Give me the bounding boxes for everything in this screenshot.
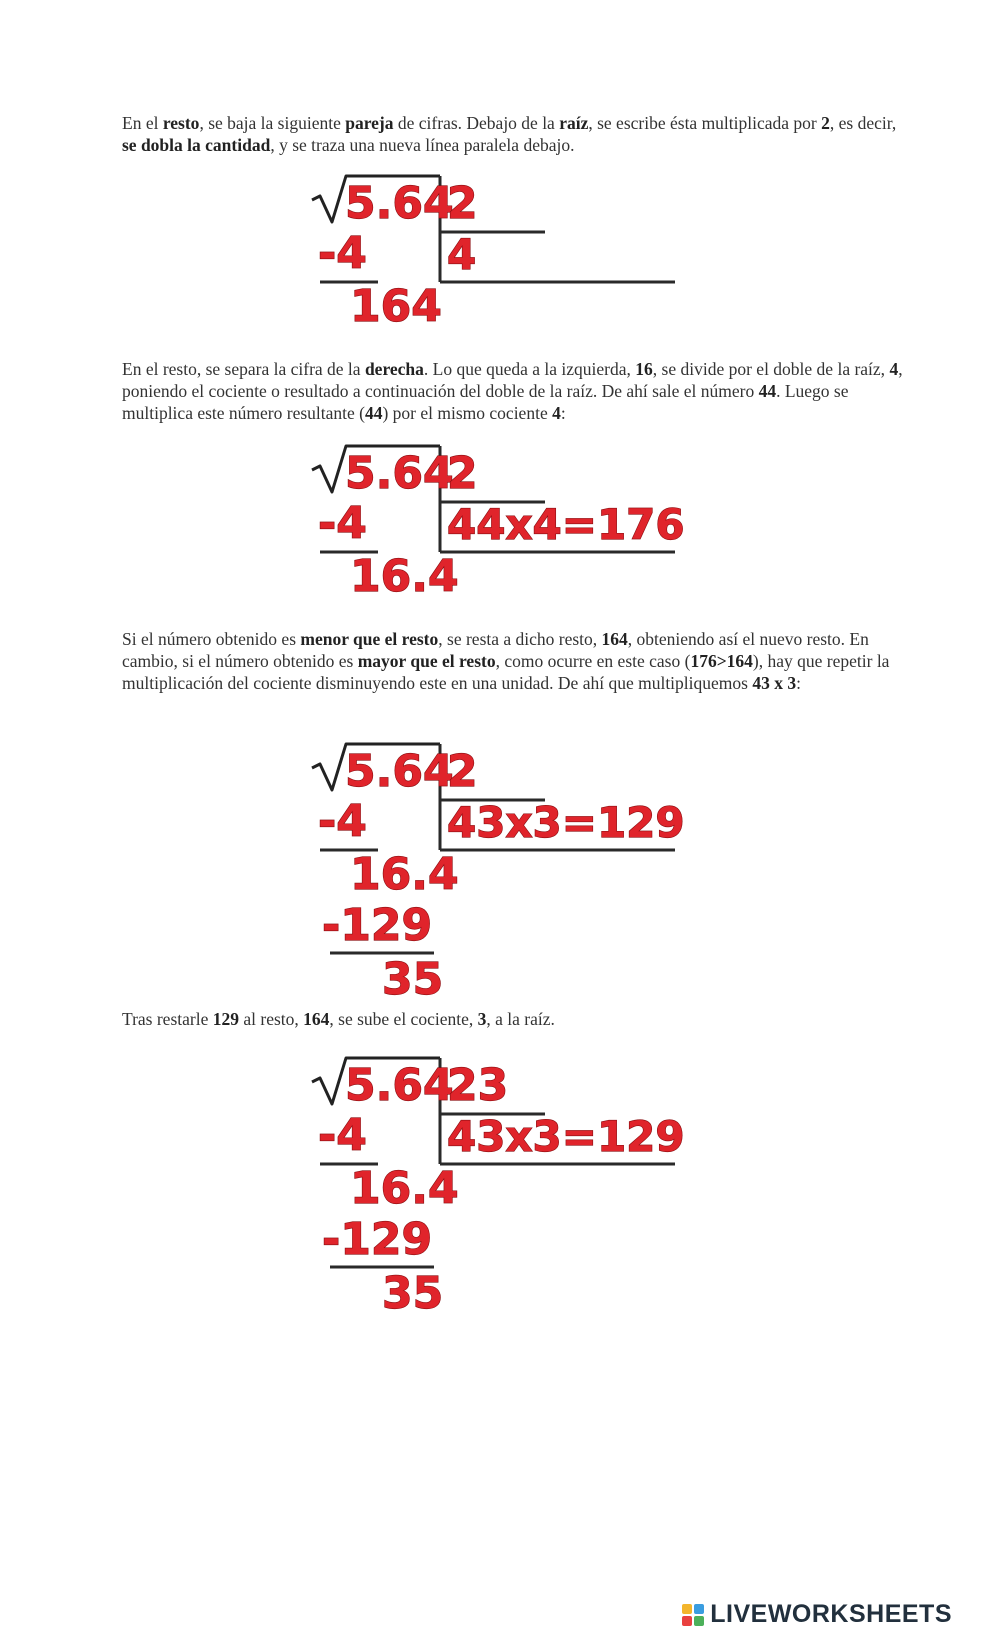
remainder-2: 35 — [382, 954, 444, 1005]
subtract-second: -129 — [322, 1214, 433, 1265]
bold-term: 16 — [635, 359, 653, 379]
logo-square-2 — [694, 1604, 704, 1614]
brand-name: LIVEWORKSHEETS — [710, 1600, 952, 1628]
product-expression: 43x3=129 — [447, 798, 685, 847]
text-run: : — [796, 673, 801, 693]
text-run: . Lo que queda a la izquierda, — [423, 359, 636, 379]
text-run: En el resto, se separa la cifra de la — [122, 359, 365, 379]
remainder-1: 16.4 — [350, 849, 459, 900]
bold-term: 44 — [364, 403, 383, 423]
radicand: 5.64 — [345, 1060, 454, 1111]
bold-term: 4 — [889, 359, 899, 379]
text-run: , y se traza una nueva línea paralela debajo. — [270, 135, 575, 155]
text-run: de cifras. Debajo de la — [393, 113, 560, 133]
radicand: 5.64 — [345, 178, 454, 229]
subtract-first: -4 — [318, 228, 367, 279]
text-run: Si el número obtenido es — [122, 629, 301, 649]
bold-term: 129 — [212, 1009, 239, 1029]
text-run: , se resta a dicho resto, — [438, 629, 602, 649]
paragraph-3 — [122, 628, 912, 694]
logo-square-3 — [682, 1616, 692, 1626]
root-value: 2 — [447, 448, 478, 499]
text-run: : — [560, 403, 566, 423]
subtract-first: -4 — [318, 498, 367, 549]
bold-term: 3 — [477, 1009, 487, 1029]
bold-term: mayor que el resto — [357, 651, 496, 671]
text-run: , obteniendo así el nuevo resto. En cambio, si el número obtenido es — [122, 629, 869, 671]
subtract-first: -4 — [318, 796, 367, 847]
paragraph-4 — [122, 1008, 912, 1030]
bold-term: 164 — [303, 1009, 330, 1029]
logo-grid-icon — [682, 1604, 704, 1626]
radicand: 5.64 — [345, 448, 454, 499]
text-run: ) por el mismo cociente — [382, 403, 553, 423]
text-run: Tras restarle — [122, 1009, 213, 1029]
text-run: , se sube el cociente, — [329, 1009, 478, 1029]
sqrt-figure-1 — [0, 170, 1000, 345]
text-run: , se escribe ésta multiplicada por — [588, 113, 822, 133]
product-expression: 44x4=176 — [447, 500, 685, 549]
root-value: 23 — [447, 1060, 509, 1111]
product-expression: 43x3=129 — [447, 1112, 685, 1161]
remainder-1: 164 — [350, 281, 442, 332]
bold-term: 44 — [758, 381, 777, 401]
text-run: ), hay que repetir la multiplicación del cociente disminuyendo este en una unidad. De ahí que multipliquemos — [122, 651, 890, 693]
bold-term: raíz — [559, 113, 589, 133]
bold-term: 2 — [821, 113, 830, 133]
root-value: 2 — [447, 178, 478, 229]
paragraph-2 — [122, 358, 912, 424]
bold-term: 176>164 — [690, 651, 753, 671]
logo-square-4 — [694, 1616, 704, 1626]
text-run: . Luego se multiplica este número resultante ( — [122, 381, 849, 423]
bold-term: menor que el resto — [300, 629, 439, 649]
text-run: , se baja la siguiente — [199, 113, 346, 133]
bold-term: pareja — [345, 113, 394, 133]
text-run: al resto, — [238, 1009, 304, 1029]
logo-square-1 — [682, 1604, 692, 1614]
text-run: , es decir, — [829, 113, 897, 133]
remainder-2: 35 — [382, 1268, 444, 1319]
text-run: , como ocurre en este caso ( — [495, 651, 691, 671]
product-expression: 4 — [447, 230, 477, 279]
sqrt-figure-2 — [0, 440, 1000, 620]
remainder-1: 16.4 — [350, 551, 459, 602]
paragraph-1 — [122, 112, 912, 156]
bold-term: 43 x 3 — [752, 673, 797, 693]
bold-term: resto — [162, 113, 200, 133]
text-run: , poniendo el cociente o resultado a continuación del doble de la raíz. De ahí sale el número — [122, 359, 903, 401]
text-run: , a la raíz. — [486, 1009, 555, 1029]
sqrt-figure-3 — [0, 738, 1000, 1008]
bold-term: 164 — [601, 629, 628, 649]
subtract-second: -129 — [322, 900, 433, 951]
text-run: En el — [122, 113, 163, 133]
remainder-1: 16.4 — [350, 1163, 459, 1214]
liveworksheets-logo[interactable] — [682, 1600, 952, 1629]
text-run: , se divide por el doble de la raíz, — [652, 359, 890, 379]
root-value: 2 — [447, 746, 478, 797]
subtract-first: -4 — [318, 1110, 367, 1161]
radicand: 5.64 — [345, 746, 454, 797]
bold-term: 4 — [552, 403, 561, 423]
bold-term: derecha — [364, 359, 424, 379]
sqrt-figure-4 — [0, 1052, 1000, 1322]
bold-term: se dobla la cantidad — [122, 135, 271, 155]
